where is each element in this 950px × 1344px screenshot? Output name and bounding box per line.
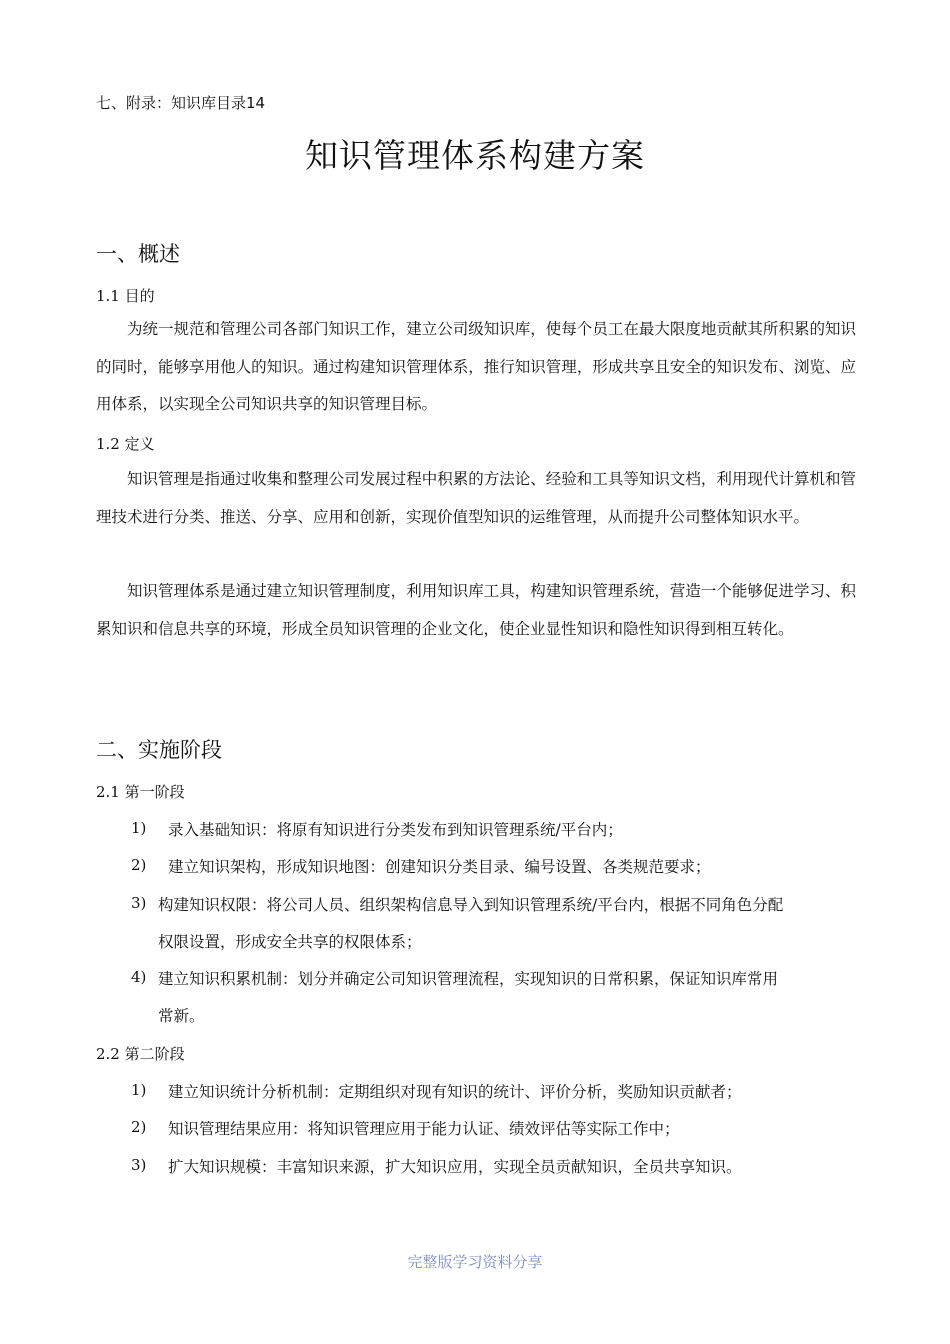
list-item-number: 1): [131, 819, 147, 837]
page-footer: 完整版学习资料分享: [407, 1253, 543, 1271]
subsection-heading-purpose: 1.1 目的: [96, 287, 155, 305]
list-item-number: 3): [131, 1156, 147, 1174]
list-item-number: 2): [131, 856, 147, 874]
list-item-number: 1): [131, 1081, 147, 1099]
list-item-text: 扩大知识规模：丰富知识来源，扩大知识应用，实现全员贡献知识，全员共享知识。: [168, 1158, 742, 1176]
subsection-heading-phase-2: 2.2 第二阶段: [96, 1045, 185, 1063]
list-item-text: 建立知识架构，形成知识地图：创建知识分类目录、编号设置、各类规范要求；: [168, 858, 711, 876]
paragraph-purpose: 为统一规范和管理公司各部门知识工作，建立公司级知识库，使每个员工在最大限度地贡献其所积累的知识的同时，能够享用他人的知识。通过构建知识管理体系，推行知识管理，形成共享且安全的知识发布、浏览、应用体系，以实现全公司知识共享的知识管理目标。: [96, 320, 856, 414]
list-item-text-continued: 常新。: [158, 1007, 205, 1025]
list-item-text: 建立知识统计分析机制：定期组织对现有知识的统计、评价分析，奖励知识贡献者；: [168, 1083, 742, 1101]
list-item-text: 知识管理结果应用：将知识管理应用于能力认证、绩效评估等实际工作中；: [168, 1120, 680, 1138]
list-item-number: 3): [131, 894, 147, 912]
subsection-heading-definition: 1.2 定义: [96, 435, 155, 453]
list-item-text-continued: 权限设置，形成安全共享的权限体系；: [158, 933, 422, 951]
section-heading-implementation: 二、实施阶段: [96, 738, 222, 762]
toc-line: 七、附录：知识库目录14: [96, 94, 266, 112]
list-item-number: 2): [131, 1118, 147, 1136]
section-heading-overview: 一、概述: [96, 242, 180, 266]
list-item-number: 4): [131, 968, 147, 986]
paragraph-definition-1: 知识管理是指通过收集和整理公司发展过程中积累的方法论、经验和工具等知识文档，利用现代计算机和管理技术进行分类、推送、分享、应用和创新，实现价值型知识的运维管理，从而提升公司整体知识水平。: [96, 470, 856, 526]
list-item-text: 构建知识权限：将公司人员、组织架构信息导入到知识管理系统/平台内，根据不同角色分配: [158, 896, 784, 914]
list-item-text: 录入基础知识：将原有知识进行分类发布到知识管理系统/平台内；: [168, 821, 623, 839]
document-title: 知识管理体系构建方案: [305, 136, 645, 175]
paragraph-definition-2: 知识管理体系是通过建立知识管理制度，利用知识库工具，构建知识管理系统，营造一个能够促进学习、积累知识和信息共享的环境，形成全员知识管理的企业文化，使企业显性知识和隐性知识得到相互转化。: [96, 582, 856, 638]
list-item-text: 建立知识积累机制：划分并确定公司知识管理流程，实现知识的日常积累，保证知识库常用: [158, 970, 779, 988]
subsection-heading-phase-1: 2.1 第一阶段: [96, 783, 185, 801]
